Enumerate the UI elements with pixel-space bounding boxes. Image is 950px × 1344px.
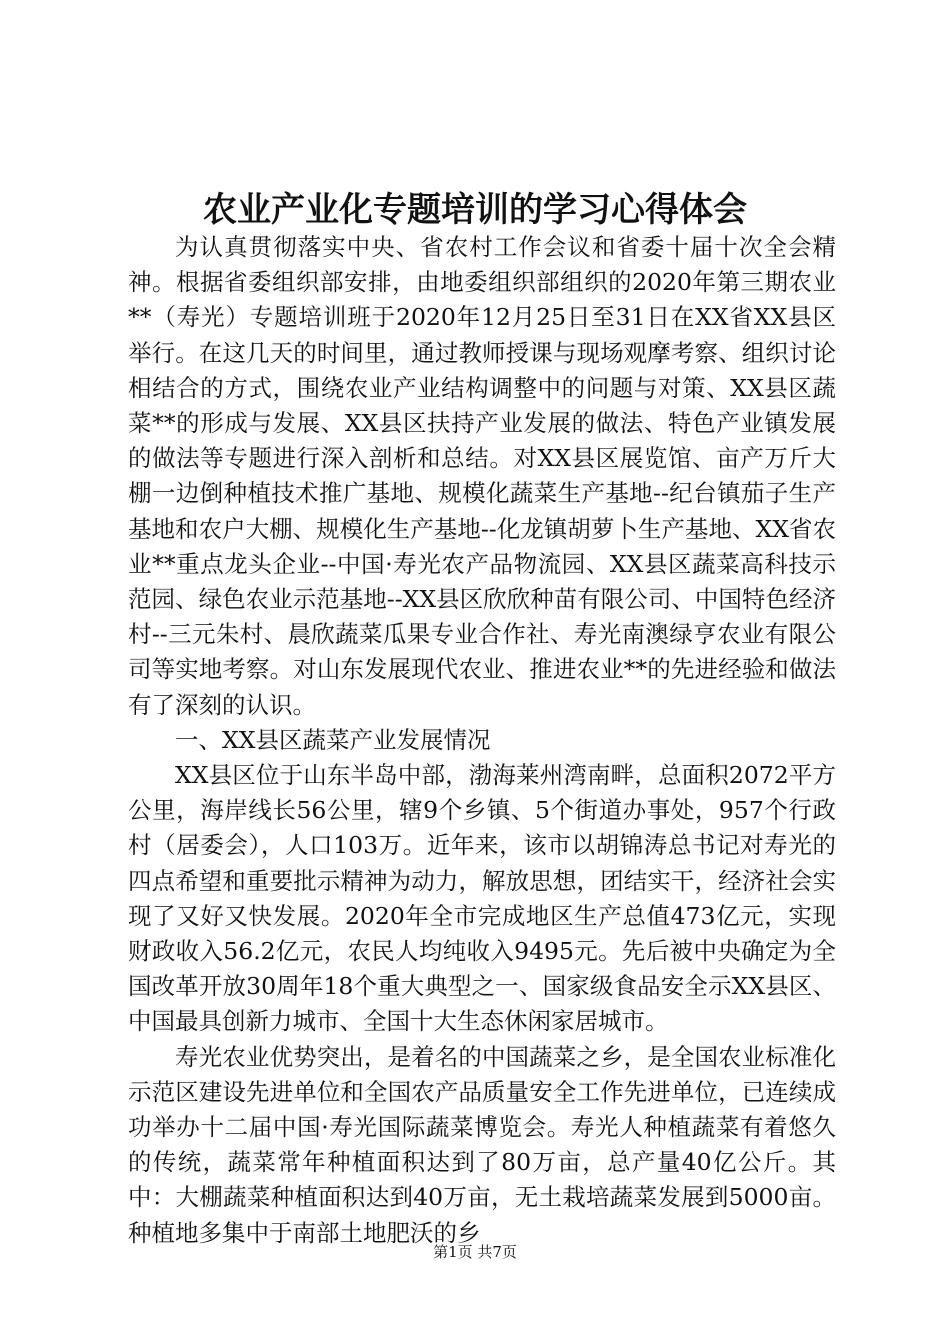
document-title: 农业产业化专题培训的学习心得体会 — [203, 190, 747, 230]
page-footer: 第1页 共7页 — [433, 1243, 517, 1261]
section-heading: 一、XX县区蔬菜产业发展情况 — [175, 725, 491, 754]
document-body — [128, 230, 836, 1251]
intro-paragraph: 为认真贯彻落实中央、省农村工作会议和省委十届十次全会精神。根据省委组织部安排，由地委组织部组织的2020年第三期农业**（寿光）专题培训班于2020年12月25日至31日在XX省XX县区举行。在这几天的时间里，通过教师授课与现场观摩考察、组织讨论相结合的方式，围绕农业产业结构调整中的问题与对策、XX县区蔬菜**的形成与发展、XX县区扶持产业发展的做法、特色产业镇发展的做法等专题进行深入剖析和总结。对XX县区展览馆、亩产万斤大棚一边倒种植技术推广基地、规模化蔬菜生产基地--纪台镇茄子生产基地和农户大棚、规模化生产基地--化龙镇胡萝卜生产基地、XX省农业**重点龙头企业--中国·寿光农产品物流园、XX县区蔬菜高科技示范园、绿色农业示范基地--XX县区欣欣种苗有限公司、中国特色经济村--三元朱村、晨欣蔬菜瓜果专业合作社、寿光南澳绿亨农业有限公司等实地考察。对山东发展现代农业、推进农业**的先进经验和做法有了深刻的认识。 — [128, 233, 836, 719]
section-paragraph: 寿光农业优势突出，是着名的中国蔬菜之乡，是全国农业标准化示范区建设先进单位和全国农产品质量安全工作先进单位，已连续成功举办十二届中国·寿光国际蔬菜博览会。寿光人种植蔬菜有着悠久的传统，蔬菜常年种植面积达到了80万亩，总产量40亿公斤。其中：大棚蔬菜种植面积达到40万亩，无土栽培蔬菜发展到5000亩。种植地多集中于南部土地肥沃的乡 — [128, 1042, 836, 1247]
section-paragraph: XX县区位于山东半岛中部，渤海莱州湾南畔，总面积2072平方公里，海岸线长56公里，辖9个乡镇、5个街道办事处，957个行政村（居委会），人口103万。近年来，该市以胡锦涛总书记对寿光的四点希望和重要批示精神为动力，解放思想，团结实干，经济社会实现了又好又快发展。2020年全市完成地区生产总值473亿元，实现财政收入56.2亿元，农民人均纯收入9495元。先后被中央确定为全国改革开放30周年18个重大典型之一、国家级食品安全示XX县区、中国最具创新力城市、全国十大生态休闲家居城市。 — [128, 761, 836, 1036]
